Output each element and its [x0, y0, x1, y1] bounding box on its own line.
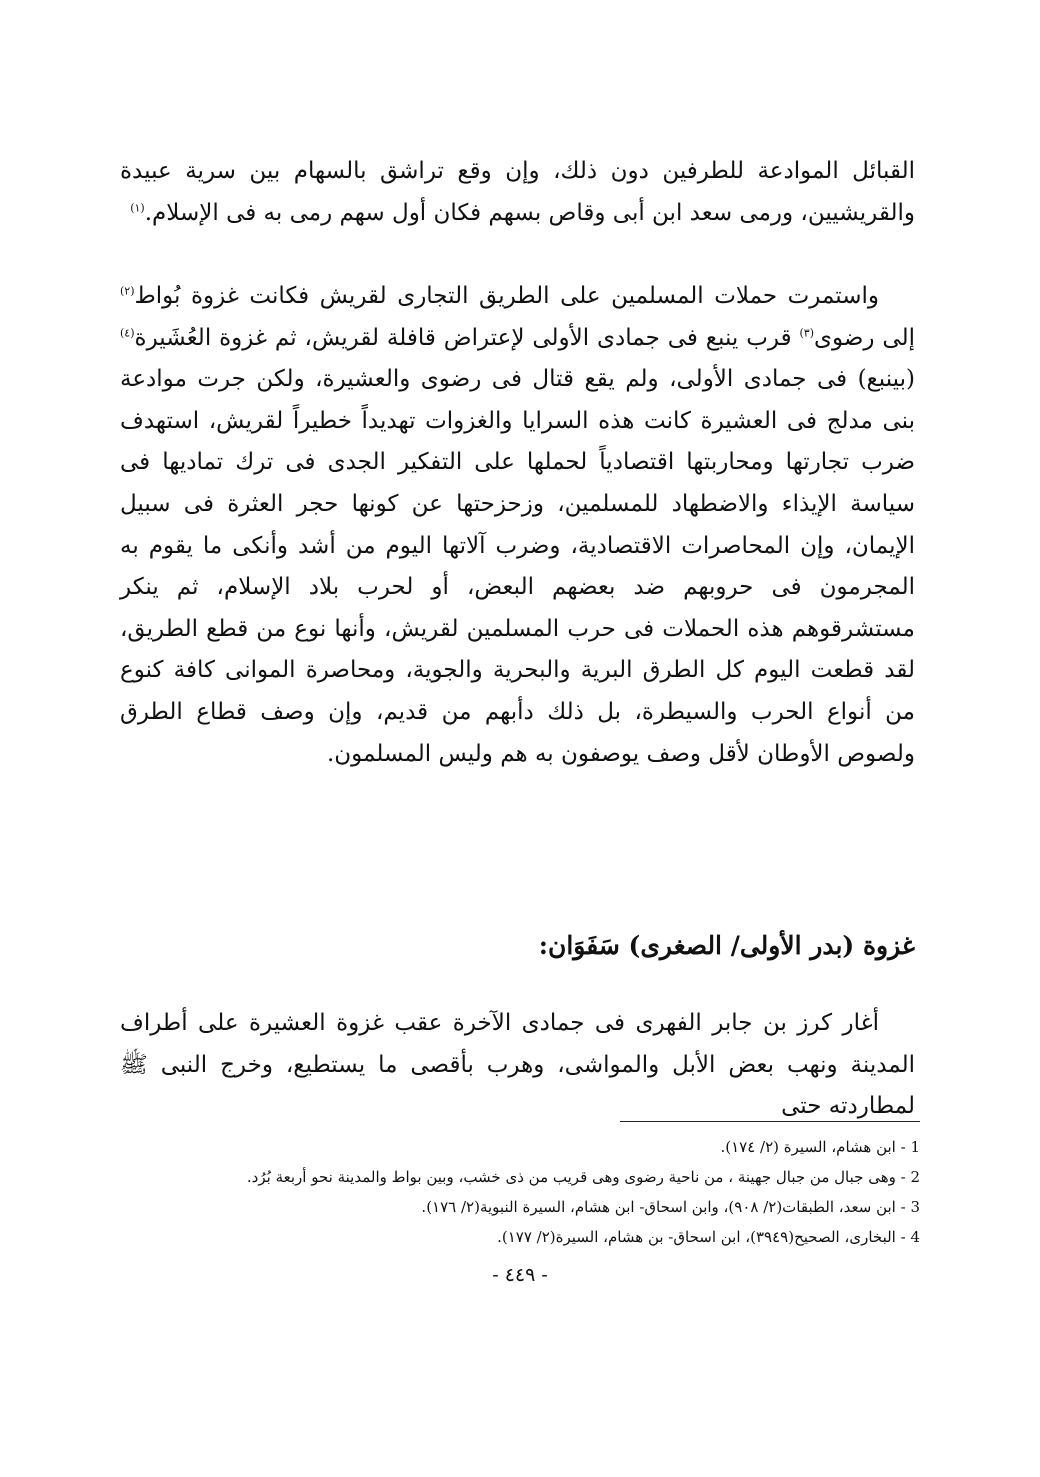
footnote-ref-2[interactable]: (٢) [120, 284, 135, 298]
footnote-2: 2 - وهى جبال من جبال جهينة ، من ناحية رضوى وهى قريب من ذى خشب، وبين بواط والمدينة نحو أربعة بُرُد. [246, 1168, 920, 1186]
paragraph-1-text: القبائل الموادعة للطرفين دون ذلك، وإن وقع تراشق بالسهام بين سرية عبيدة والقريشيين، ورمى سعد ابن أبى وقاص بسهم فكان أول سهم رمى به فى الإسلام. [120, 158, 915, 226]
paragraph-2-part-4: (بينبع) فى جمادى الأولى، ولم يقع قتال فى رضوى والعشيرة، ولكن جرت موادعة بنى مدلج فى العشيرة كانت هذه السرايا والغزوات تهديداً خطيراً لقريش، استهدف ضرب تجارتها ومحاربتها اقتصادياً لحملها على التفكير الجدى فى ترك تماديها فى سياسة الإيذاء والاضطهاد للمسلمين، وزحزحتها عن كونها حجر العثرة فى سبيل الإيمان، وإن المحاصرات الاقتصادية، وضرب آلاتها اليوم من أشد وأنكى ما يقوم به المجرمون فى حروبهم ضد بعضهم البعض، أو لحرب بلاد الإسلام، ثم ينكر مستشرقوهم هذه الحملات فى حرب المسلمين لقريش، وأنها نوع من قطع الطريق، لقد قطعت اليوم كل الطرق البرية والبحرية والجوية، ومحاصرة الموانى كافة كنوع من أنواع الحرب والسيطرة، بل ذلك دأبهم من قديم، وإن وصف قطاع الطرق ولصوص الأوطان لأقل وصف يوصفون به هم وليس المسلمون. [120, 366, 915, 767]
footnotes [160, 1132, 920, 1252]
section-heading: غزوة (بدر الأولى/ الصغرى) سَفَوَان: [538, 931, 915, 960]
footnote-ref-4[interactable]: (٤) [120, 325, 135, 339]
footnote-ref-1[interactable]: (١) [130, 200, 145, 214]
paragraph-3: أغار كرز بن جابر الفهرى فى جمادى الآخرة عقب غزوة العشيرة على أطراف المدينة ونهب بعض الأبل والمواشى، وهرب بأقصى ما يستطيع، وخرج النبى ﷺ لمطاردته حتى [120, 1010, 915, 1120]
paragraph-2 [120, 276, 915, 775]
footnote-1: 1 - ابن هشام، السيرة (٢/ ١٧٤). [720, 1138, 920, 1156]
footnote-3: 3 - ابن سعد، الطبقات(٢/ ٩٠٨)، وابن اسحاق- ابن هشام، السيرة النبوية(٢/ ١٧٦). [421, 1198, 920, 1216]
paragraph-1 [120, 151, 915, 234]
footnote-4: 4 - البخارى، الصحيح(٣٩٤٩)، ابن اسحاق- بن هشام، السيرة(٢/ ١٧٧). [497, 1228, 920, 1246]
paragraph-2-part-3: قرب ينبع فى جمادى الأولى لإعتراض قافلة لقريش، ثم غزوة العُشَيرة [134, 324, 800, 351]
paragraph-2-part-2: إلى رضوى [814, 324, 915, 351]
footnote-separator [620, 1121, 920, 1122]
paragraph-2-part-1: واستمرت حملات المسلمين على الطريق التجارى لقريش فكانت غزوة بُواط [134, 283, 879, 309]
footnote-ref-3[interactable]: (٣) [799, 325, 814, 339]
page-number: - ٤٤٩ - [492, 1264, 548, 1286]
